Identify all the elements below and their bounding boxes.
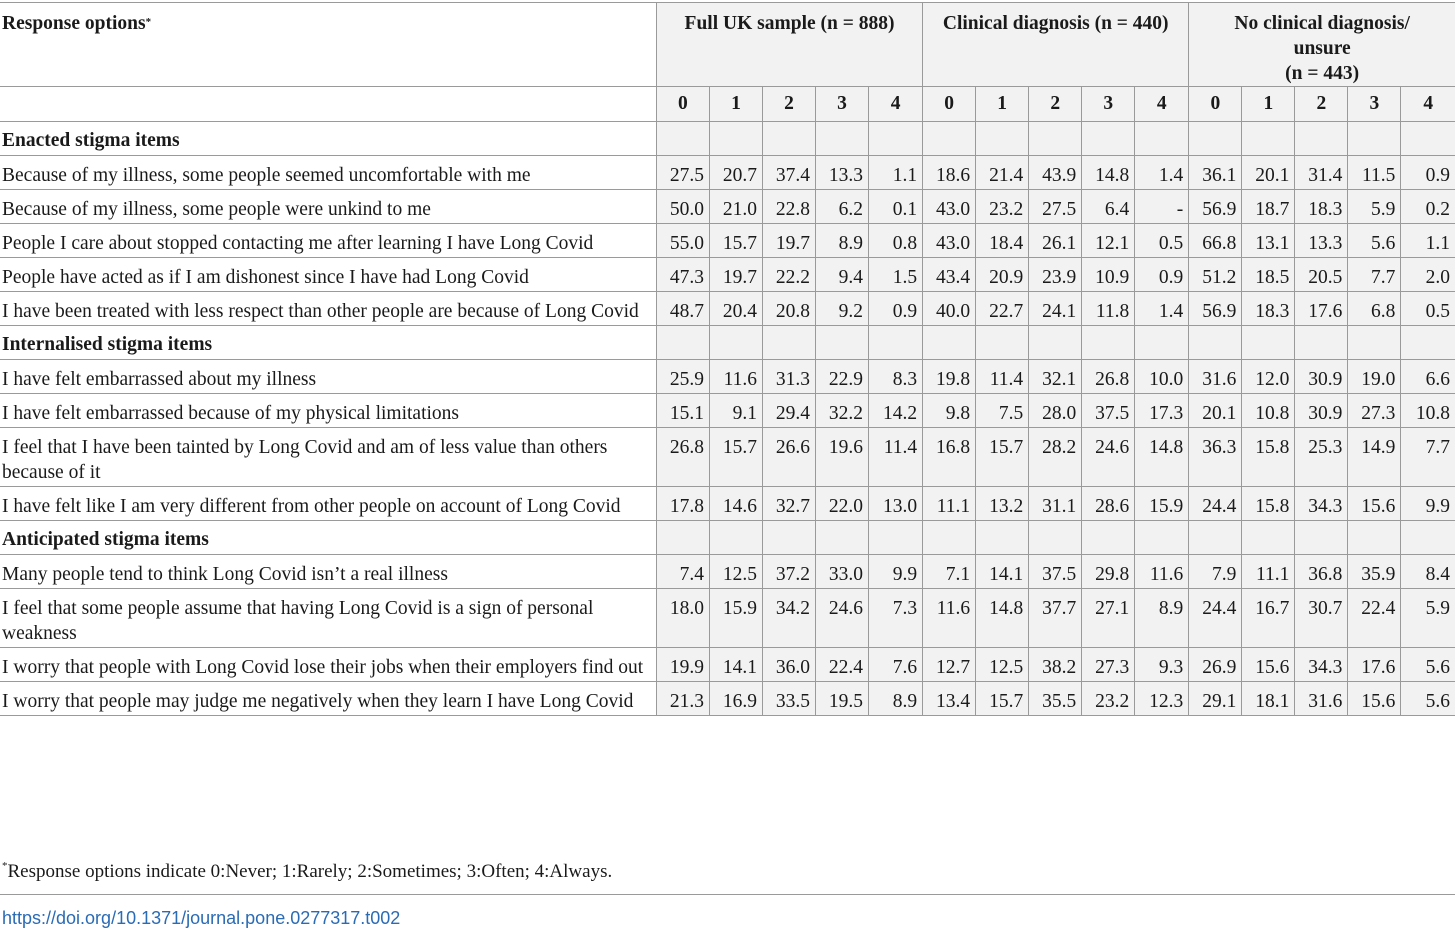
empty-cell	[1242, 122, 1295, 156]
empty-cell	[1242, 326, 1295, 360]
value-cell: 0.5	[1135, 224, 1189, 258]
value-cell: 19.7	[709, 258, 762, 292]
empty-cell	[1401, 521, 1455, 555]
value-cell: 14.8	[1135, 428, 1189, 487]
item-label: I have felt embarrassed because of my physical limitations	[0, 394, 656, 428]
subcolumn-header: 0	[656, 87, 709, 122]
value-cell: 29.1	[1189, 682, 1242, 716]
table-row	[0, 258, 1455, 292]
doi-link[interactable]: https://doi.org/10.1371/journal.pone.0277317.t002	[2, 908, 401, 928]
value-cell: 8.9	[1135, 589, 1189, 648]
empty-cell	[709, 122, 762, 156]
value-cell: 25.9	[656, 360, 709, 394]
value-cell: 24.6	[816, 589, 869, 648]
value-cell: 11.1	[923, 487, 976, 521]
empty-cell	[762, 521, 815, 555]
value-cell: 28.6	[1082, 487, 1135, 521]
empty-cell	[1189, 521, 1242, 555]
value-cell: 28.2	[1029, 428, 1082, 487]
value-cell: 5.6	[1348, 224, 1401, 258]
value-cell: 22.4	[1348, 589, 1401, 648]
value-cell: 13.1	[1242, 224, 1295, 258]
value-cell: 1.5	[869, 258, 923, 292]
empty-cell	[816, 521, 869, 555]
value-cell: 14.8	[976, 589, 1029, 648]
value-cell: 17.3	[1135, 394, 1189, 428]
value-cell: 13.4	[923, 682, 976, 716]
value-cell: 15.9	[1135, 487, 1189, 521]
value-cell: 15.6	[1242, 648, 1295, 682]
value-cell: 13.2	[976, 487, 1029, 521]
empty-cell	[1295, 521, 1348, 555]
value-cell: 56.9	[1189, 190, 1242, 224]
table-row	[0, 428, 1455, 487]
empty-cell	[923, 521, 976, 555]
subcolumn-header: 4	[869, 87, 923, 122]
empty-cell	[869, 122, 923, 156]
value-cell: 19.8	[923, 360, 976, 394]
value-cell: 22.2	[762, 258, 815, 292]
group-header-no-clinical-diagnosis: No clinical diagnosis/ unsure (n = 443)	[1189, 3, 1455, 87]
value-cell: 34.2	[762, 589, 815, 648]
value-cell: 30.9	[1295, 394, 1348, 428]
value-cell: 55.0	[656, 224, 709, 258]
value-cell: 27.3	[1348, 394, 1401, 428]
value-cell: -	[1135, 190, 1189, 224]
value-cell: 36.0	[762, 648, 815, 682]
empty-cell	[923, 122, 976, 156]
value-cell: 18.0	[656, 589, 709, 648]
value-cell: 16.7	[1242, 589, 1295, 648]
empty-cell	[1295, 326, 1348, 360]
value-cell: 8.9	[816, 224, 869, 258]
value-cell: 27.3	[1082, 648, 1135, 682]
value-cell: 10.8	[1401, 394, 1455, 428]
value-cell: 12.0	[1242, 360, 1295, 394]
table-body	[0, 122, 1455, 716]
value-cell: 5.9	[1401, 589, 1455, 648]
empty-cell	[1029, 122, 1082, 156]
empty-cell	[1401, 326, 1455, 360]
value-cell: 5.6	[1401, 682, 1455, 716]
value-cell: 33.5	[762, 682, 815, 716]
value-cell: 9.9	[1401, 487, 1455, 521]
value-cell: 6.6	[1401, 360, 1455, 394]
value-cell: 22.7	[976, 292, 1029, 326]
item-label: I have been treated with less respect than other people are because of Long Covid	[0, 292, 656, 326]
value-cell: 14.6	[709, 487, 762, 521]
empty-cell	[1189, 122, 1242, 156]
value-cell: 12.5	[709, 555, 762, 589]
empty-cell	[1135, 326, 1189, 360]
value-cell: 37.7	[1029, 589, 1082, 648]
value-cell: 26.8	[656, 428, 709, 487]
value-cell: 11.6	[709, 360, 762, 394]
value-cell: 15.6	[1348, 682, 1401, 716]
empty-cell	[1401, 122, 1455, 156]
section-title: Enacted stigma items	[0, 122, 656, 156]
value-cell: 0.8	[869, 224, 923, 258]
table-row	[0, 360, 1455, 394]
value-cell: 0.1	[869, 190, 923, 224]
empty-cell	[1189, 326, 1242, 360]
value-cell: 18.5	[1242, 258, 1295, 292]
value-cell: 48.7	[656, 292, 709, 326]
value-cell: 15.1	[656, 394, 709, 428]
value-cell: 6.8	[1348, 292, 1401, 326]
value-cell: 34.3	[1295, 487, 1348, 521]
value-cell: 15.8	[1242, 487, 1295, 521]
value-cell: 26.9	[1189, 648, 1242, 682]
empty-cell	[1348, 122, 1401, 156]
value-cell: 22.0	[816, 487, 869, 521]
value-cell: 11.1	[1242, 555, 1295, 589]
value-cell: 0.9	[1401, 156, 1455, 190]
value-cell: 35.5	[1029, 682, 1082, 716]
value-cell: 15.7	[976, 428, 1029, 487]
table-row	[0, 394, 1455, 428]
footer-divider	[0, 894, 1455, 895]
value-cell: 7.1	[923, 555, 976, 589]
value-cell: 7.9	[1189, 555, 1242, 589]
subcolumn-header: 4	[1401, 87, 1455, 122]
item-label: I have felt embarrassed about my illness	[0, 360, 656, 394]
subcolumn-header: 0	[1189, 87, 1242, 122]
subcolumn-header: 2	[762, 87, 815, 122]
empty-cell	[656, 326, 709, 360]
value-cell: 9.1	[709, 394, 762, 428]
value-cell: 18.4	[976, 224, 1029, 258]
empty-cell	[1082, 326, 1135, 360]
value-cell: 19.9	[656, 648, 709, 682]
value-cell: 38.2	[1029, 648, 1082, 682]
item-label: People I care about stopped contacting me after learning I have Long Covid	[0, 224, 656, 258]
value-cell: 19.5	[816, 682, 869, 716]
value-cell: 23.2	[976, 190, 1029, 224]
value-cell: 26.8	[1082, 360, 1135, 394]
value-cell: 19.0	[1348, 360, 1401, 394]
empty-cell	[1029, 326, 1082, 360]
table-row	[0, 292, 1455, 326]
value-cell: 0.2	[1401, 190, 1455, 224]
value-cell: 36.1	[1189, 156, 1242, 190]
value-cell: 1.4	[1135, 292, 1189, 326]
value-cell: 20.8	[762, 292, 815, 326]
table-row	[0, 190, 1455, 224]
item-label: Because of my illness, some people were unkind to me	[0, 190, 656, 224]
subcolumn-header-row	[0, 87, 1455, 122]
subcolumn-header: 3	[1348, 87, 1401, 122]
empty-cell	[976, 326, 1029, 360]
value-cell: 66.8	[1189, 224, 1242, 258]
subcolumn-header-blank	[0, 87, 656, 122]
value-cell: 28.0	[1029, 394, 1082, 428]
section-title: Internalised stigma items	[0, 326, 656, 360]
value-cell: 51.2	[1189, 258, 1242, 292]
value-cell: 8.3	[869, 360, 923, 394]
group-header-full-uk: Full UK sample (n = 888)	[656, 3, 922, 87]
value-cell: 43.4	[923, 258, 976, 292]
empty-cell	[1242, 521, 1295, 555]
empty-cell	[1135, 122, 1189, 156]
value-cell: 12.3	[1135, 682, 1189, 716]
empty-cell	[869, 521, 923, 555]
value-cell: 15.7	[709, 224, 762, 258]
value-cell: 43.9	[1029, 156, 1082, 190]
value-cell: 0.9	[869, 292, 923, 326]
value-cell: 20.7	[709, 156, 762, 190]
value-cell: 5.9	[1348, 190, 1401, 224]
empty-cell	[923, 326, 976, 360]
value-cell: 15.6	[1348, 487, 1401, 521]
value-cell: 11.6	[923, 589, 976, 648]
table-row	[0, 224, 1455, 258]
value-cell: 2.0	[1401, 258, 1455, 292]
value-cell: 12.7	[923, 648, 976, 682]
value-cell: 7.4	[656, 555, 709, 589]
table-row	[0, 589, 1455, 648]
value-cell: 25.3	[1295, 428, 1348, 487]
value-cell: 14.9	[1348, 428, 1401, 487]
value-cell: 33.0	[816, 555, 869, 589]
value-cell: 16.8	[923, 428, 976, 487]
value-cell: 35.9	[1348, 555, 1401, 589]
value-cell: 56.9	[1189, 292, 1242, 326]
value-cell: 31.1	[1029, 487, 1082, 521]
value-cell: 29.8	[1082, 555, 1135, 589]
value-cell: 14.2	[869, 394, 923, 428]
value-cell: 16.9	[709, 682, 762, 716]
value-cell: 9.9	[869, 555, 923, 589]
value-cell: 8.4	[1401, 555, 1455, 589]
subcolumn-header: 4	[1135, 87, 1189, 122]
value-cell: 43.0	[923, 190, 976, 224]
value-cell: 18.7	[1242, 190, 1295, 224]
value-cell: 27.5	[1029, 190, 1082, 224]
empty-cell	[1135, 521, 1189, 555]
value-cell: 24.4	[1189, 487, 1242, 521]
value-cell: 19.6	[816, 428, 869, 487]
value-cell: 43.0	[923, 224, 976, 258]
value-cell: 20.1	[1189, 394, 1242, 428]
value-cell: 32.1	[1029, 360, 1082, 394]
value-cell: 14.1	[709, 648, 762, 682]
subcolumn-header: 1	[976, 87, 1029, 122]
value-cell: 21.3	[656, 682, 709, 716]
value-cell: 34.3	[1295, 648, 1348, 682]
value-cell: 20.9	[976, 258, 1029, 292]
value-cell: 20.1	[1242, 156, 1295, 190]
value-cell: 24.6	[1082, 428, 1135, 487]
value-cell: 7.3	[869, 589, 923, 648]
subcolumn-header: 1	[709, 87, 762, 122]
value-cell: 36.8	[1295, 555, 1348, 589]
item-label: I worry that people with Long Covid lose their jobs when their employers find out	[0, 648, 656, 682]
value-cell: 32.2	[816, 394, 869, 428]
value-cell: 11.5	[1348, 156, 1401, 190]
value-cell: 22.8	[762, 190, 815, 224]
value-cell: 19.7	[762, 224, 815, 258]
section-header-row	[0, 122, 1455, 156]
value-cell: 30.9	[1295, 360, 1348, 394]
value-cell: 37.5	[1029, 555, 1082, 589]
subcolumn-header: 2	[1295, 87, 1348, 122]
value-cell: 14.8	[1082, 156, 1135, 190]
value-cell: 10.9	[1082, 258, 1135, 292]
value-cell: 15.7	[976, 682, 1029, 716]
value-cell: 23.9	[1029, 258, 1082, 292]
value-cell: 8.9	[869, 682, 923, 716]
table-row	[0, 682, 1455, 716]
value-cell: 6.4	[1082, 190, 1135, 224]
value-cell: 20.5	[1295, 258, 1348, 292]
section-header-row	[0, 521, 1455, 555]
table-row	[0, 487, 1455, 521]
empty-cell	[1295, 122, 1348, 156]
value-cell: 10.8	[1242, 394, 1295, 428]
group-header-clinical-diagnosis: Clinical diagnosis (n = 440)	[923, 3, 1189, 87]
subcolumn-header: 1	[1242, 87, 1295, 122]
value-cell: 26.6	[762, 428, 815, 487]
value-cell: 27.1	[1082, 589, 1135, 648]
section-header-row	[0, 326, 1455, 360]
value-cell: 18.6	[923, 156, 976, 190]
value-cell: 27.5	[656, 156, 709, 190]
value-cell: 26.1	[1029, 224, 1082, 258]
item-label: I worry that people may judge me negatively when they learn I have Long Covid	[0, 682, 656, 716]
value-cell: 23.2	[1082, 682, 1135, 716]
value-cell: 13.3	[1295, 224, 1348, 258]
empty-cell	[976, 122, 1029, 156]
value-cell: 47.3	[656, 258, 709, 292]
empty-cell	[1082, 521, 1135, 555]
value-cell: 31.4	[1295, 156, 1348, 190]
value-cell: 22.9	[816, 360, 869, 394]
value-cell: 37.2	[762, 555, 815, 589]
item-label: Because of my illness, some people seemed uncomfortable with me	[0, 156, 656, 190]
value-cell: 0.9	[1135, 258, 1189, 292]
item-label: I have felt like I am very different from other people on account of Long Covid	[0, 487, 656, 521]
value-cell: 17.8	[656, 487, 709, 521]
empty-cell	[1029, 521, 1082, 555]
value-cell: 11.4	[869, 428, 923, 487]
value-cell: 13.3	[816, 156, 869, 190]
empty-cell	[709, 521, 762, 555]
value-cell: 37.4	[762, 156, 815, 190]
value-cell: 18.1	[1242, 682, 1295, 716]
value-cell: 40.0	[923, 292, 976, 326]
value-cell: 1.1	[869, 156, 923, 190]
empty-cell	[1348, 521, 1401, 555]
value-cell: 9.4	[816, 258, 869, 292]
empty-cell	[709, 326, 762, 360]
value-cell: 29.4	[762, 394, 815, 428]
value-cell: 11.4	[976, 360, 1029, 394]
value-cell: 36.3	[1189, 428, 1242, 487]
empty-cell	[656, 521, 709, 555]
value-cell: 13.0	[869, 487, 923, 521]
value-cell: 11.8	[1082, 292, 1135, 326]
group-header-row	[0, 3, 1455, 87]
value-cell: 10.0	[1135, 360, 1189, 394]
value-cell: 9.8	[923, 394, 976, 428]
table-row	[0, 555, 1455, 589]
empty-cell	[816, 122, 869, 156]
empty-cell	[762, 326, 815, 360]
item-label: People have acted as if I am dishonest since I have had Long Covid	[0, 258, 656, 292]
value-cell: 22.4	[816, 648, 869, 682]
value-cell: 15.7	[709, 428, 762, 487]
value-cell: 0.5	[1401, 292, 1455, 326]
value-cell: 6.2	[816, 190, 869, 224]
item-label: Many people tend to think Long Covid isn’t a real illness	[0, 555, 656, 589]
value-cell: 1.4	[1135, 156, 1189, 190]
value-cell: 18.3	[1242, 292, 1295, 326]
empty-cell	[816, 326, 869, 360]
item-label: I feel that I have been tainted by Long Covid and am of less value than others because of it	[0, 428, 656, 487]
table-footnote: *Response options indicate 0:Never; 1:Rarely; 2:Sometimes; 3:Often; 4:Always.	[2, 860, 613, 882]
empty-cell	[976, 521, 1029, 555]
value-cell: 7.7	[1348, 258, 1401, 292]
table-row	[0, 156, 1455, 190]
table-row	[0, 648, 1455, 682]
value-cell: 32.7	[762, 487, 815, 521]
empty-cell	[869, 326, 923, 360]
subcolumn-header: 3	[816, 87, 869, 122]
value-cell: 24.1	[1029, 292, 1082, 326]
value-cell: 14.1	[976, 555, 1029, 589]
value-cell: 37.5	[1082, 394, 1135, 428]
value-cell: 12.5	[976, 648, 1029, 682]
value-cell: 30.7	[1295, 589, 1348, 648]
value-cell: 31.6	[1295, 682, 1348, 716]
value-cell: 7.5	[976, 394, 1029, 428]
value-cell: 20.4	[709, 292, 762, 326]
value-cell: 24.4	[1189, 589, 1242, 648]
stigma-responses-table	[0, 2, 1455, 716]
empty-cell	[1348, 326, 1401, 360]
value-cell: 9.2	[816, 292, 869, 326]
value-cell: 12.1	[1082, 224, 1135, 258]
response-options-header: Response options*	[0, 3, 656, 87]
subcolumn-header: 3	[1082, 87, 1135, 122]
value-cell: 11.6	[1135, 555, 1189, 589]
value-cell: 15.8	[1242, 428, 1295, 487]
empty-cell	[1082, 122, 1135, 156]
subcolumn-header: 2	[1029, 87, 1082, 122]
value-cell: 5.6	[1401, 648, 1455, 682]
value-cell: 9.3	[1135, 648, 1189, 682]
value-cell: 17.6	[1295, 292, 1348, 326]
value-cell: 17.6	[1348, 648, 1401, 682]
empty-cell	[762, 122, 815, 156]
value-cell: 21.0	[709, 190, 762, 224]
value-cell: 50.0	[656, 190, 709, 224]
value-cell: 7.7	[1401, 428, 1455, 487]
section-title: Anticipated stigma items	[0, 521, 656, 555]
value-cell: 1.1	[1401, 224, 1455, 258]
subcolumn-header: 0	[923, 87, 976, 122]
empty-cell	[656, 122, 709, 156]
value-cell: 18.3	[1295, 190, 1348, 224]
item-label: I feel that some people assume that having Long Covid is a sign of personal weakness	[0, 589, 656, 648]
value-cell: 15.9	[709, 589, 762, 648]
value-cell: 31.3	[762, 360, 815, 394]
value-cell: 7.6	[869, 648, 923, 682]
value-cell: 31.6	[1189, 360, 1242, 394]
value-cell: 21.4	[976, 156, 1029, 190]
